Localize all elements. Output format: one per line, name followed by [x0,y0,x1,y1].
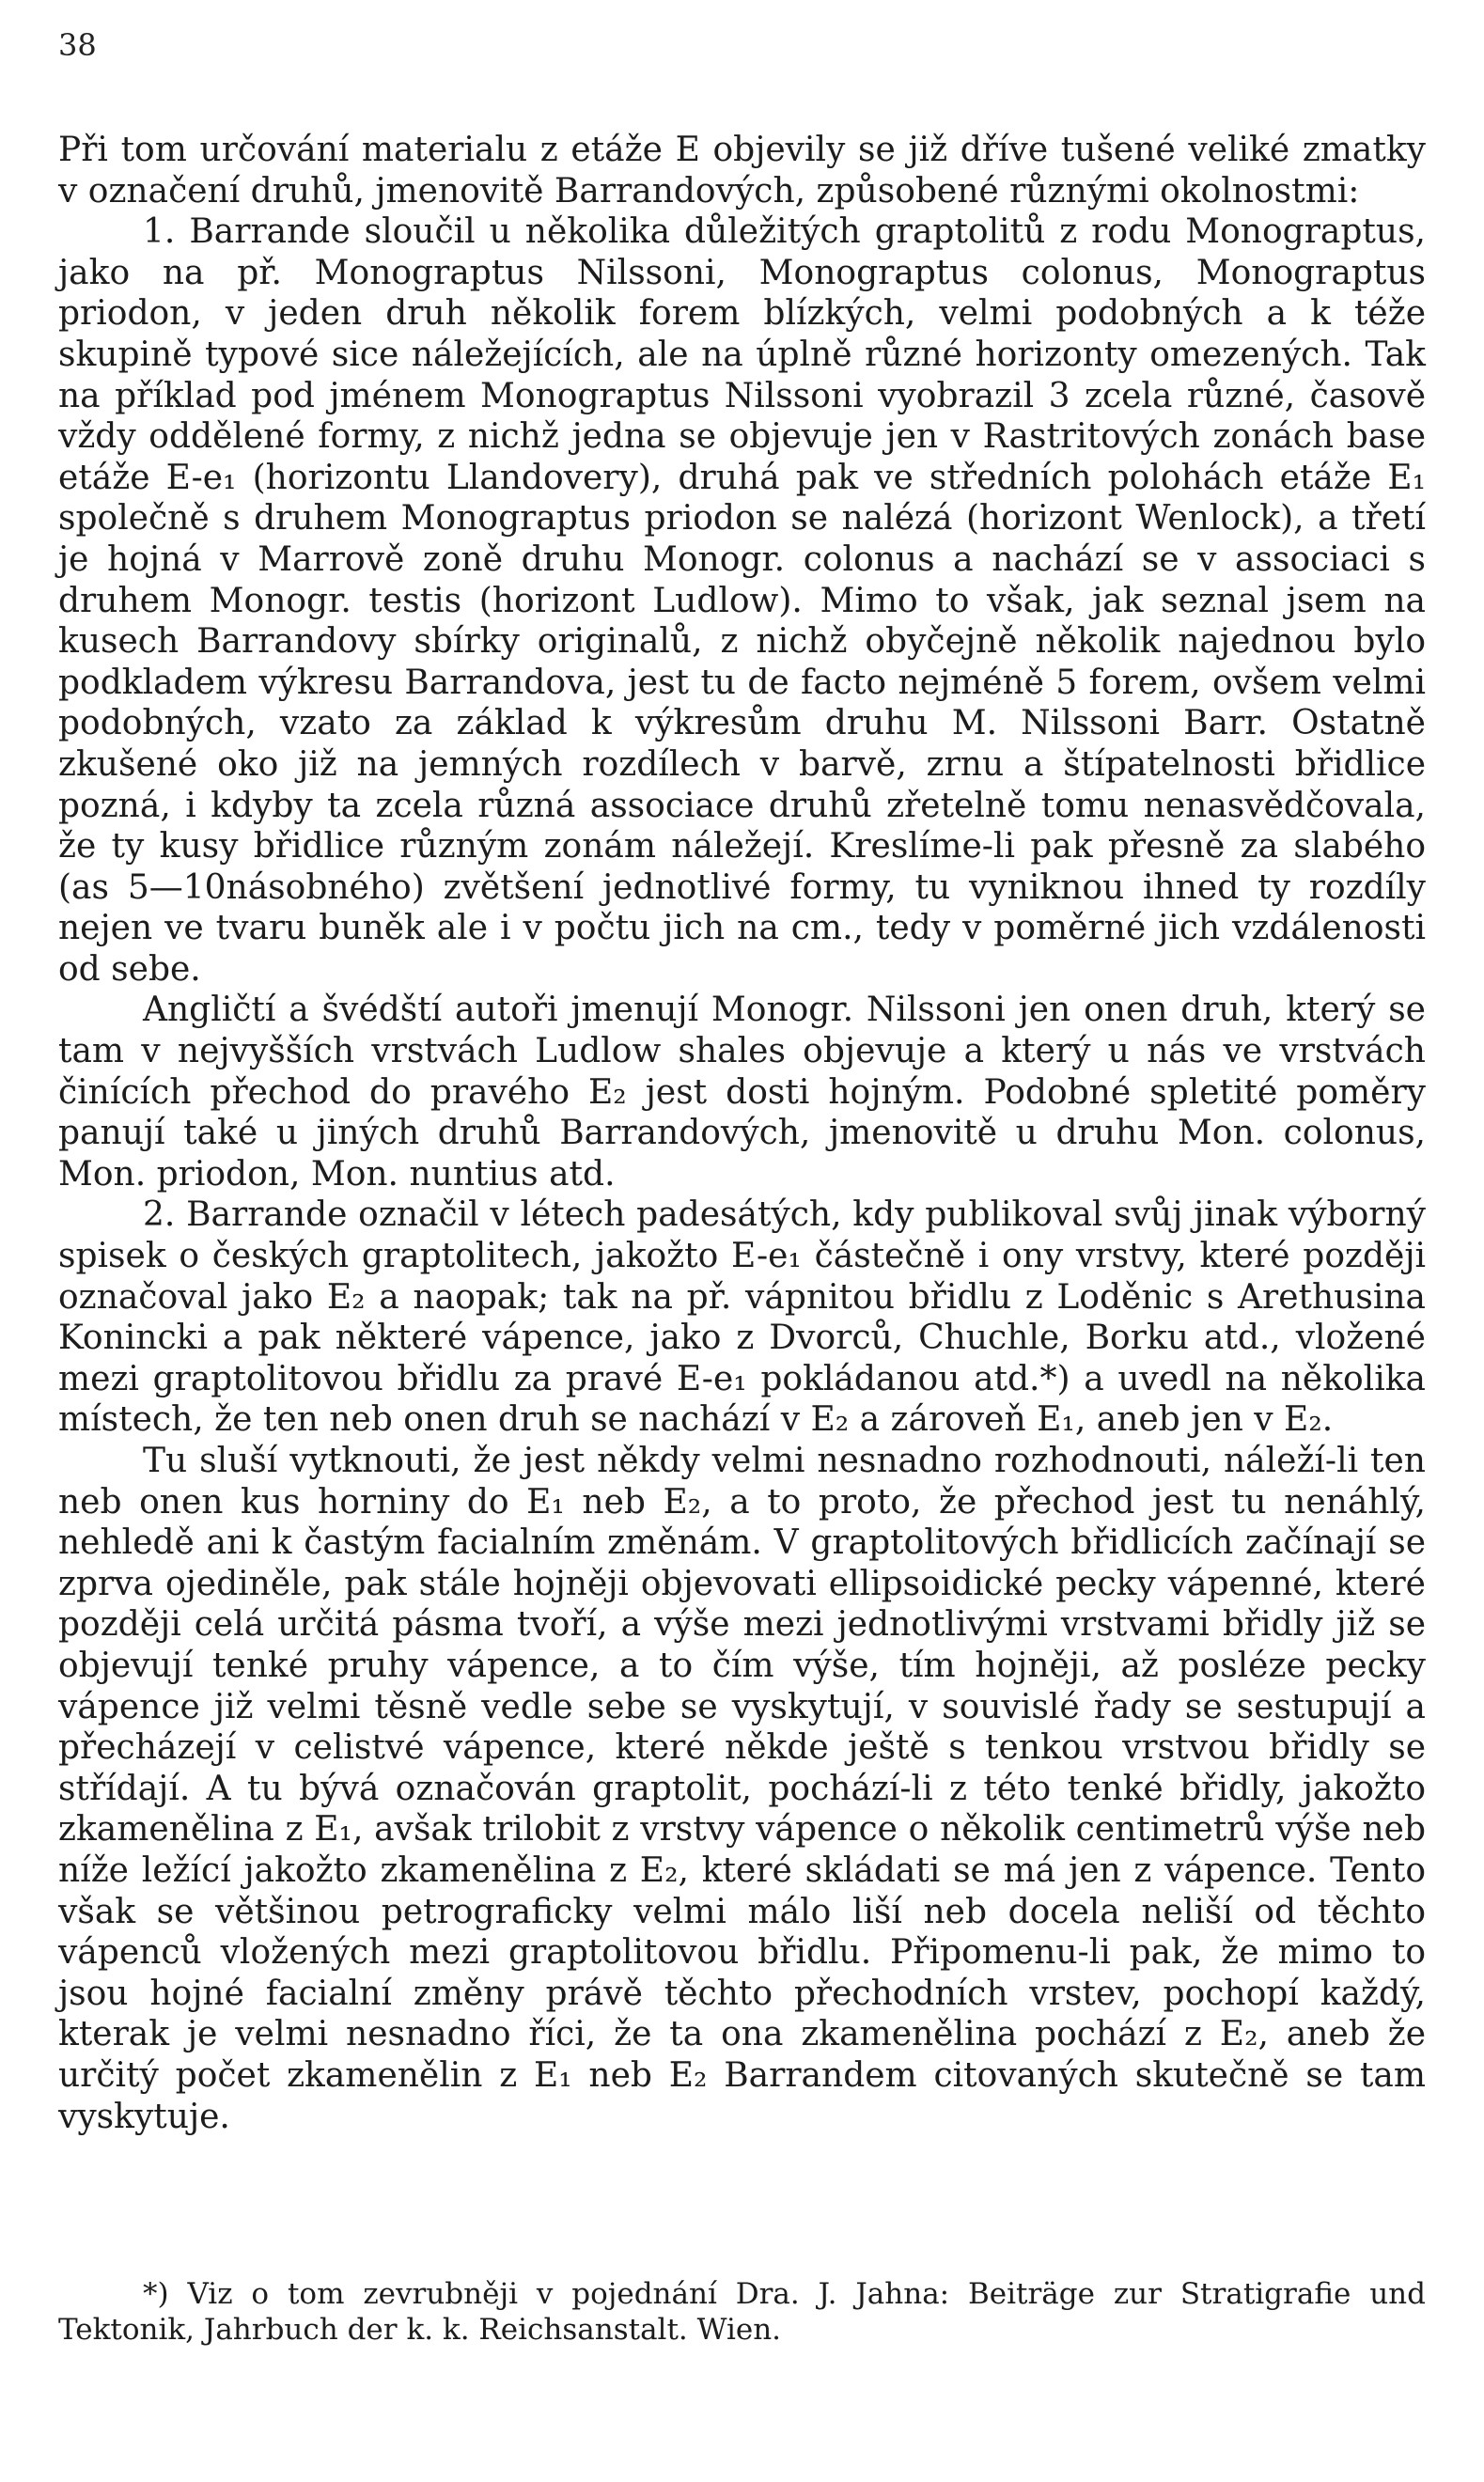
paragraph-5: Tu sluší vytknouti, že jest někdy velmi nesnadno rozhodnouti, náleží-li ten neb onen kus horniny do E₁ neb E₂, a to proto, že přechod jest tu nenáhlý, nehledě ani k častým facialním změnám. V graptolitových břidlicích začínají se zprva ojediněle, pak stále hojněji objevovati ellipsoidické pecky vápenné, které později celá určitá pásma tvoří, a výše mezi jednotlivými vrstvami břidly již se objevují tenké pruhy vápence, a to čím výše, tím hojněji, až posléze pecky vápence již velmi těsně vedle sebe se vyskytují, v souvislé řady se sestupují a přecházejí v celistvé vápence, které někde ještě s tenkou vrstvou břidly se střídají. A tu bývá označován graptolit, pochází-li z této tenké břidly, jakožto zkamenělina z E₁, avšak trilobit z vrstvy vápence o několik centimetrů výše neb níže ležící jakožto zkamenělina z E₂, které skládati se má jen z vápence. Tento však se většinou petrograficky velmi málo liší neb docela neliší od těchto vápenců vložených mezi graptolitovou břidlu. Připomenu-li pak, že mimo to jsou hojné facialní změny právě těchto přechodních vrstev, pochopí každý, kterak je velmi nesnadno říci, že ta ona zkamenělina pochází z E₂, aneb že určitý počet zkamenělin z E₁ neb E₂ Barrandem citovaných skutečně se tam vyskytuje. [58,1442,1426,2136]
paragraph-1: Při tom určování materialu z etáže E objevily se již dříve tušené veliké zmatky v označení druhů, jmenovitě Barrandových, způsobené různými okolnostmi: [58,131,1426,211]
paragraph-2: 1. Barrande sloučil u několika důležitých graptolitů z rodu Monograptus, jako na př. Monograptus Nilssoni, Monograptus colonus, Monograptus priodon, v jeden druh několik forem blízkých, velmi podobných a k téže skupině typové sice náležejících, ale na úplně různé horizonty omezených. Tak na příklad pod jménem Monograptus Nilssoni vyobrazil 3 zcela různé, časově vždy oddělené formy, z nichž jedna se objevuje jen v Rastritových zonách base etáže E-e₁ (horizontu Llandovery), druhá pak ve středních polohách etáže E₁ společně s druhem Monograptus priodon se nalézá (horizont Wenlock), a třetí je hojná v Marrově zoně druhu Monogr. colonus a nachází se v associaci s druhem Monogr. testis (horizont Ludlow). Mimo to však, jak seznal jsem na kusech Barrandovy sbírky originalů, z nichž obyčejně několik najednou bylo podkladem výkresu Barrandova, jest tu de facto nejméně 5 forem, ovšem velmi podobných, vzato za základ k výkresům druhu M. Nilssoni Barr. Ostatně zkušené oko již na jemných rozdílech v barvě, zrnu a štípatelnosti břidlice pozná, i kdyby ta zcela různá associace druhů zřetelně tomu nenasvědčovala, že ty kusy břidlice různým zonám náležejí. Kreslíme-li pak přesně za slabého (as 5—10násobného) zvětšení jednotlivé formy, tu vyniknou ihned ty rozdíly nejen ve tvaru buněk ale i v počtu jich na cm., tedy v poměrné jich vzdálenosti od sebe. [58,212,1426,989]
paragraph-3: Angličtí a švédští autoři jmenují Monogr. Nilssoni jen onen druh, který se tam v nejvyšších vrstvách Ludlow shales objevuje a který u nás ve vrstvách činících přechod do pravého E₂ jest dosti hojným. Podobné spletité poměry panují také u jiných druhů Barrandových, jmenovitě u druhu Mon. colonus, Mon. priodon, Mon. nuntius atd. [58,991,1426,1194]
footnote: *) Viz o tom zevrubněji v pojednání Dra. J. Jahna: Beiträge zur Stratigrafie und Tektonik, Jahrbuch der k. k. Reichsanstalt. Wien. [58,2277,1426,2347]
page-number: 38 [58,27,97,63]
paragraph-4: 2. Barrande označil v létech padesátých, kdy publikoval svůj jinak výborný spisek o českých graptolitech, jakožto E-e₁ částečně i ony vrstvy, které později označoval jako E₂ a naopak; tak na př. vápnitou břidlu z Loděnic s Arethusina Konincki a pak některé vápence, jako z Dvorců, Chuchle, Borku atd., vložené mezi graptolitovou břidlu za pravé E-e₁ pokládanou atd.*) a uvedl na několika místech, že ten neb onen druh se nachází v E₂ a zároveň E₁, aneb jen v E₂. [58,1195,1426,1440]
body-text [58,130,1426,2137]
